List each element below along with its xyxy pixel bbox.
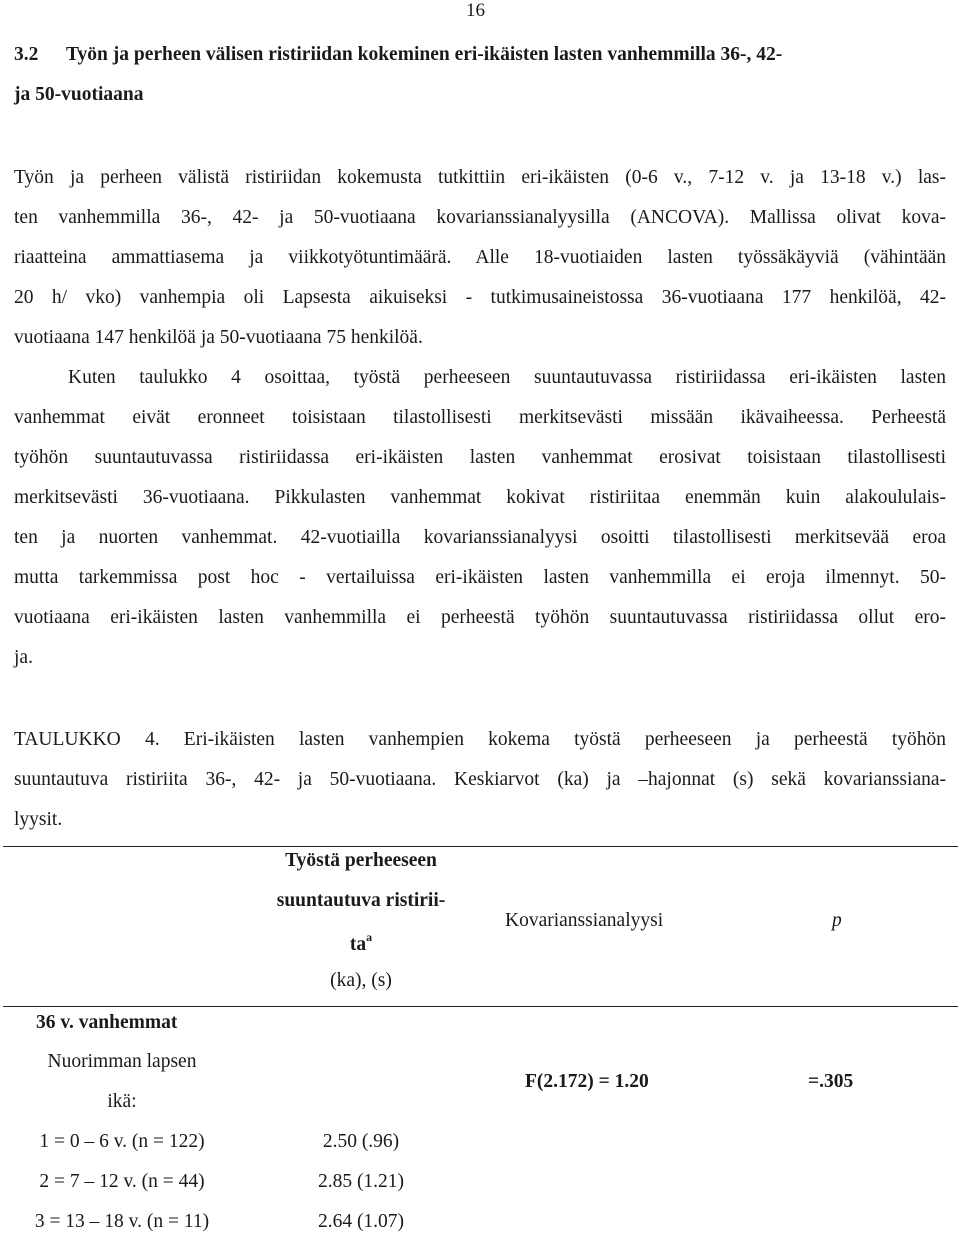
p1-line: vuotiaana 147 henkilöä ja 50-vuotiaana 75 henkilöä. [14, 327, 423, 348]
table-top-rule [3, 846, 958, 847]
p1-line: riaatteina ammattiasema ja viikkotyötuntimäärä. Alle 18-vuotiaiden lasten työssäkäyviä (vähintään [14, 247, 946, 268]
paragraph-1 [14, 158, 946, 358]
p2-line: vanhemmat eivät eronneet toisistaan tilastollisesti merkitsevästi missään ikävaiheessa. Perheestä [14, 407, 946, 428]
anova-result: F(2.172) = 1.20 [525, 1071, 649, 1092]
p1-line: ten vanhemmilla 36-, 42- ja 50-vuotiaana kovarianssianalyysilla (ANCOVA). Mallissa olivat kova- [14, 207, 946, 228]
p2-line: ten ja nuorten vanhemmat. 42-vuotiailla kovarianssianalyysi osoitti tilastollisesti merkitsevää eroa [14, 527, 946, 548]
col3-header: Kovarianssianalyysi [505, 910, 664, 931]
table-header-rule [3, 1006, 958, 1007]
row-value: 2.64 (1.07) [317, 1211, 405, 1232]
section-title-line2: ja 50-vuotiaana [14, 84, 144, 105]
section-number: 3.2 [14, 44, 39, 65]
col2-header-line3 [258, 930, 464, 956]
group-title: 36 v. vanhemmat [36, 1012, 178, 1033]
col2-header-line3-text: ta [349, 934, 367, 955]
row-label: 3 = 13 – 18 v. (n = 11) [34, 1211, 210, 1232]
p2-line: ja. [14, 647, 33, 668]
caption-line: lyysit. [14, 809, 63, 830]
subgroup-line2: ikä: [107, 1091, 137, 1112]
table-caption [14, 720, 946, 840]
p1-line: 20 h/ vko) vanhempia oli Lapsesta aikuiseksi - tutkimusaineistossa 36-vuotiaana 177 henkilöä, 42- [14, 287, 946, 308]
p2-line: vuotiaana eri-ikäisten lasten vanhemmilla ei perheestä työhön suuntautuvassa ristiriidassa ollut ero- [14, 607, 946, 628]
row-label: 1 = 0 – 6 v. (n = 122) [39, 1131, 205, 1152]
section-heading-cont [14, 84, 143, 106]
col2-header-line2: suuntautuva ristirii- [276, 890, 446, 911]
caption-line: TAULUKKO 4. Eri-ikäisten lasten vanhempien kokema työstä perheeseen ja perheestä työhön [14, 729, 946, 750]
p2-line: mutta tarkemmissa post hoc - vertailuissa eri-ikäisten lasten vanhemmilla ei eroja ilmennyt. 50- [14, 567, 946, 588]
p2-line: Kuten taulukko 4 osoittaa, työstä perheeseen suuntautuvassa ristiriidassa eri-ikäisten lasten [68, 367, 946, 388]
col4-header: p [832, 910, 842, 931]
row-value: 2.50 (.96) [322, 1131, 400, 1152]
p2-line: merkitsevästi 36-vuotiaana. Pikkulasten vanhemmat kokivat ristiriitaa enemmän kuin alakoululais- [14, 487, 946, 508]
subgroup-line1: Nuorimman lapsen [47, 1051, 197, 1072]
caption-line: suuntautuva ristiriita 36-, 42- ja 50-vuotiaana. Keskiarvot (ka) ja –hajonnat (s) sekä kovarianssiana- [14, 769, 946, 790]
p2-line: työhön suuntautuvassa ristiriidassa eri-ikäisten lasten vanhemmat erosivat toisistaan tilastollisesti [14, 447, 946, 468]
row-value: 2.85 (1.21) [317, 1171, 405, 1192]
paragraph-2 [14, 358, 946, 678]
p1-line: Työn ja perheen välistä ristiriidan kokemusta tutkittiin eri-ikäisten (0-6 v., 7-12 v. ja 13-18 v.) las- [14, 167, 946, 188]
page-number: 16 [466, 0, 485, 21]
p-value: =.305 [808, 1071, 854, 1092]
row-label: 2 = 7 – 12 v. (n = 44) [39, 1171, 205, 1192]
section-title-line1: Työn ja perheen välisen ristiriidan kokeminen eri-ikäisten lasten vanhemmilla 36-, 42- [66, 44, 783, 65]
section-heading [14, 44, 782, 66]
col2-header-line4: (ka), (s) [330, 970, 392, 991]
col2-header-sup: a [366, 930, 373, 944]
col2-header-line1: Työstä perheeseen [285, 850, 437, 871]
